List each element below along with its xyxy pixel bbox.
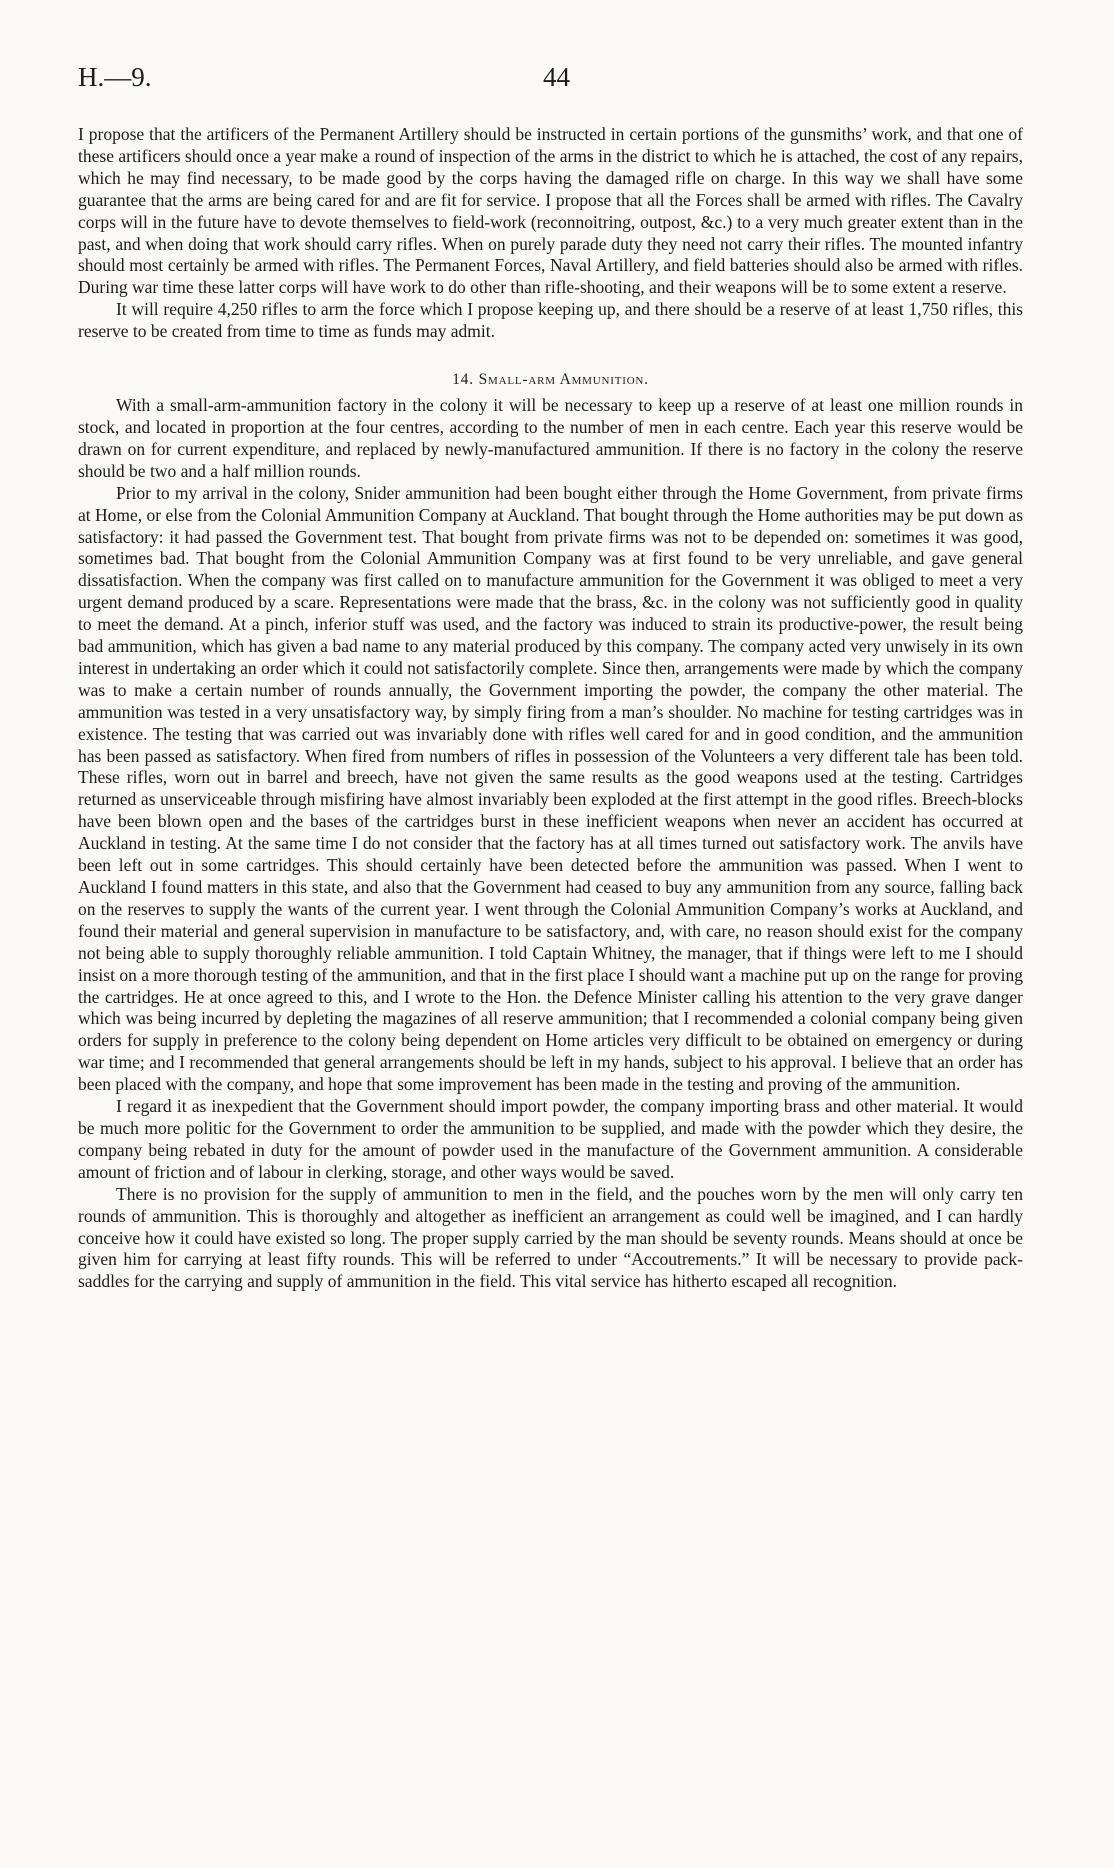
page-header: [78, 62, 1023, 102]
paragraph-rifle-count: It will require 4,250 rifles to arm the force which I propose keeping up, and there should be a reserve of at least 1,750 rifles, this reserve to be created from time to time as funds may admit.: [78, 299, 1023, 342]
paragraph-powder-import: I regard it as inexpedient that the Government should import powder, the company importing brass and other material. It would be much more politic for the Government to order the ammunition to be supplied, and made with the powder which they desire, the company being rebated in duty for the amount of powder used in the manufacture of the Government ammunition. A considerable amount of friction and of labour in clerking, storage, and other ways would be saved.: [78, 1096, 1023, 1182]
paragraph-reserve: With a small-arm-ammunition factory in the colony it will be necessary to keep up a reserve of at least one million rounds in stock, and located in proportion at the four centres, according to the number of men in each centre. Each year this reserve would be drawn on for current expenditure, and replaced by newly-manufactured ammunition. If there is no factory in the colony the reserve should be two and a half million rounds.: [78, 395, 1023, 481]
paragraph-artificers: I propose that the artificers of the Permanent Artillery should be instructed in certain portions of the gunsmiths’ work, and that one of these artificers should once a year make a round of inspection of the arms in the district to which he is attached, the cost of any repairs, which he may find necessary, to be made good by the corps having the damaged rifle on charge. In this way we shall have some guarantee that the arms are being cared for and are fit for service. I propose that all the Forces shall be armed with rifles. The Cavalry corps will in the future have to devote themselves to field-work (reconnoitring, outpost, &c.) to a very much greater extent than in the past, and when doing that work should carry rifles. When on purely parade duty they need not carry their rifles. The mounted infantry should most certainly be armed with rifles. The Permanent Forces, Naval Artillery, and field batteries should also be armed with rifles. During war time these latter corps will have work to do other than rifle-shooting, and their weapons will be to some extent a reserve.: [78, 124, 1023, 298]
paragraph-snider-ammunition: Prior to my arrival in the colony, Snider ammunition had been bought either through the Home Government, from private firms at Home, or else from the Colonial Ammunition Company at Auckland. That bought through the Home authorities may be put down as satisfactory: it had passed the Government test. That bought from private firms was not to be depended on: sometimes it was good, sometimes bad. That bought from the Colonial Ammunition Company was at first found to be very unreliable, and gave general dissatisfaction. When the company was first called on to manufacture ammunition for the Government it was obliged to meet a very urgent demand produced by a scare. Representations were made that the brass, &c. in the colony was not sufficiently good in quality to meet the demand. At a pinch, inferior stuff was used, and the factory was induced to strain its productive-power, the result being bad ammunition, which has given a bad name to any material produced by this company. The company acted very unwisely in its own interest in undertaking an order which it could not satisfactorily complete. Since then, arrangements were made by which the company was to make a certain number of rounds annually, the Government importing the powder, the company the other material. The ammunition was tested in a very unsatisfactory way, by simply firing from a man’s shoulder. No machine for testing cartridges was in existence. The testing that was carried out was invariably done with rifles well cared for and in good condition, and the ammunition has been passed as satisfactory. When fired from numbers of rifles in possession of the Volunteers a very different tale has been told. These rifles, worn out in barrel and breech, have not given the same results as the good weapons used at the testing. Cartridges returned as unserviceable through misfiring have almost invariably been exploded at the first attempt in the good rifles. Breech-blocks have been blown open and the bases of the cartridges burst in these inefficient weapons when never an accident has occurred at Auckland in testing. At the same time I do not consider that the factory has at all times turned out satisfactory work. The anvils have been left out in some cartridges. This should certainly have been detected before the ammunition was passed. When I went to Auckland I found matters in this state, and also that the Government had ceased to buy any ammunition from any source, falling back on the reserves to supply the wants of the current year. I went through the Colonial Ammunition Company’s works at Auckland, and found their material and general supervision in manufacture to be satisfactory, and, with care, no reason should exist for the company not being able to supply thoroughly reliable ammunition. I told Captain Whitney, the manager, that if things were left to me I should insist on a more thorough testing of the ammunition, and that in the first place I should want a machine put up on the range for proving the cartridges. He at once agreed to this, and I wrote to the Hon. the Defence Minister calling his attention to the very grave danger which was being incurred by depleting the magazines of all reserve ammunition; that I recommended a colonial company being given orders for supply in preference to the colony being dependent on Home articles very difficult to be obtained on emergency or during war time; and I recommended that general arrangements should be left in my hands, subject to his approval. I believe that an order has been placed with the company, and hope that some improvement has been made in the testing and proving of the ammunition.: [78, 482, 1024, 1095]
document-reference: H.—9.: [78, 62, 152, 92]
document-page: [78, 62, 1023, 1293]
section-heading: 14. Small-arm Ammunition.: [452, 371, 649, 389]
page-number: 44: [543, 62, 570, 92]
paragraph-field-supply: There is no provision for the supply of ammunition to men in the field, and the pouches worn by the men will only carry ten rounds of ammunition. This is thoroughly and altogether as inefficient an arrangement as could well be imagined, and I can hardly conceive how it could have existed so long. The proper supply carried by the man should be seventy rounds. Means should at once be given him for carrying at least fifty rounds. This will be referred to under “Accoutrements.” It will be necessary to provide pack-saddles for the carrying and supply of ammunition in the field. This vital service has hitherto escaped all recognition.: [78, 1183, 1023, 1292]
